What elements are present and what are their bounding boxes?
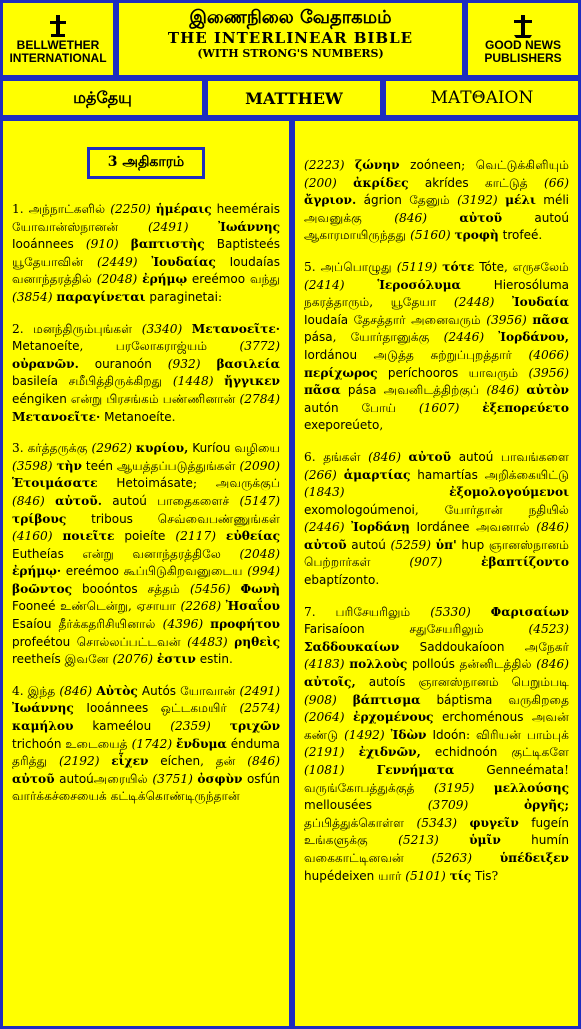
verse-1: 1. அந்நாட்களில் (2250) ἡμέραις heemérais யோவான்ஸ்நானன் (2491) Ἰωάννης Iooánnees (910) βαπτιστὴς Baptisteés யூதேயாவின் (2449) Ἰουδαίας Ioudaías வனாந்தரத்தில் (2048) ἐρήμῳ ereémoo வந்து (3854) παραγίνεται paraginetai: — [12, 202, 281, 304]
bellwether-logo-icon — [45, 13, 71, 39]
verse-4-start: 4. இந்த (846) Αὐτὸς Autós யோவான் (2491) Ἰωάννης Iooánnees ஒட்டகமயிர் (2574) καμήλου kameélou (2359) τριχῶν trichoón உடையைத் (1742) ἔνδυμα énduma தரித்து (2192) εἶχεν eíchen, தன் (846) αὐτοῦ autoúஅரையில் (3751) ὀσφὺν osfún வார்க்கச்சையைக் கட்டிக்கொண்டிருந்தான் — [12, 683, 281, 804]
verse-3: 3. கர்த்தருக்கு (2962) κυρίου, Kuríou வழியை (3598) τὴν teén ஆயத்தப்படுத்துங்கள் (2090) Ἑτοιμάσατε Hetoimásate; அவருக்குப் (846) αὐτοῦ. autoú பாதைகளைச் (5147) τρίβους tribous செவ்வைபண்ணுங்கள் (4160) ποιεῖτε poieíte (2117) εὐθείας Eutheías என்று வனாந்தரத்திலே (2048) ἐρήμῳ· ereémoo கூப்பிடுகிறவனுடைய (994) βοῶντος booóntos சத்தம் (5456) Φωνὴ Fooneé உண்டென்று, ஏசாயா (2268) Ἠσαΐου Esaíou தீர்க்கதரிசியினால் (4396) προφήτου profeétou சொல்லப்பட்டவன் (4483) ρηθεὶς reetheís இவனே (2076) ἐστιν estin. — [12, 441, 281, 667]
subtitle: (WITH STRONG'S NUMBERS) — [197, 47, 384, 60]
left-column — [0, 118, 292, 1029]
title-block — [116, 0, 465, 78]
verse-6: 6. தங்கள் (846) αὐτοῦ autoú பாவங்களை (266) ἁμαρτίας hamartías அறிக்கையிட்டு (1843) ἐξομολογούμενοι exomologoúmenoi, யோர்தான் நதியில் (2446) Ἰορδάνῃ Iordánee அவனால் (846) αὐτοῦ autoú (5259) ὑπ' hup ஞானஸ்நானம் பெற்றார்கள் (907) ἐβαπτίζοντο ebaptízonto. — [304, 449, 570, 588]
bellwether-logo — [0, 0, 116, 78]
right-column — [292, 118, 581, 1029]
right-column-text — [295, 121, 578, 885]
verse-4-end: (2223) ζώνην zoóneen; வெட்டுக்கிளியும் (200) ἀκρίδες akrídes காட்டுத் (66) ἄγριον. ágrion தேனும் (3192) μέλι méli அவனுக்கு (846) αὐτοῦ autoú ஆகாரமாயிருந்தது (5160) τροφὴ trofeé. — [304, 158, 570, 243]
bellwether-logo-text: BELLWETHER INTERNATIONAL — [9, 38, 107, 65]
book-name-greek: ΜΑΤΘΑΙΟΝ — [383, 78, 581, 118]
good-news-logo-icon — [510, 13, 536, 39]
title-english: THE INTERLINEAR BIBLE — [167, 29, 414, 47]
verse-7: 7. பரிசேயரிலும் (5330) Φαρισαίων Farisaíoon சதுசேயரிலும் (4523) Σαδδουκαίων Saddoukaíoon அநேகர் (4183) πολλοὺς polloús தன்னிடத்தில் (846) αὐτοῖς, autoís ஞானஸ்நானம் பெறும்படி (908) βάπτισμα báptisma வருகிறதை (2064) ἐρχομένους erchoménous அவன் கண்டு (1492) Ἰδὼν Idoón: விரியன் பாம்புக் (2191) ἐχιδνῶν, echidnoón குட்டிகளே (1081) Γεννήματα Genneémata! வருங்கோபத்துக்குத் (3195) μελλούσης mellousées (3709) ὀργῆς; தப்பித்துக்கொள்ள (5343) φυγεῖν fugeín உங்களுக்கு (5213) ὑμῖν humín வகைகாட்டினவன் (5263) ὑπέδειξεν hupédeixen யார் (5101) τίς Tis? — [304, 604, 570, 883]
left-column-text — [3, 201, 289, 806]
verse-2: 2. மனந்திரும்புங்கள் (3340) Μετανοεῖτε· Metanoeíte, பரலோகராஜ்யம் (3772) οὐρανῶν. ouranoón (932) βασιλεία basileía சமீபித்திருக்கிறது (1448) ἤγγικεν eéngiken என்று பிரசங்கம் பண்ணினான் (2784) Μετανοεῖτε· Metanoeíte. — [12, 321, 281, 424]
good-news-logo — [465, 0, 581, 78]
title-tamil: இணைநிலை வேதாகமம் — [189, 7, 392, 28]
good-news-logo-text: GOOD NEWS PUBLISHERS — [484, 38, 562, 65]
chapter-label: 3 அதிகாரம் — [87, 147, 205, 179]
book-name-tamil: மத்தேயு — [0, 78, 205, 118]
verse-5: 5. அப்பொழுது (5119) τότε Tóte, எருசலேம் (2414) Ἱεροσόλυμα Hierosóluma நகரத்தாரும், யூதேயா (2448) Ἰουδαία Ioudaía தேசத்தார் அனைவரும் (3956) πᾶσα pása, யோர்தானுக்கு (2446) Ἰορδάνου, Iordánou அடுத்த சுற்றுப்புறத்தார் (4066) περίχωρος períchooros யாவரும் (3956) πᾶσα pása அவனிடத்திற்குப் (846) αὐτὸν autón போய் (1607) ἐξεπορεύετο exeporeúeto, — [304, 259, 570, 433]
book-name-english: MATTHEW — [205, 78, 383, 118]
